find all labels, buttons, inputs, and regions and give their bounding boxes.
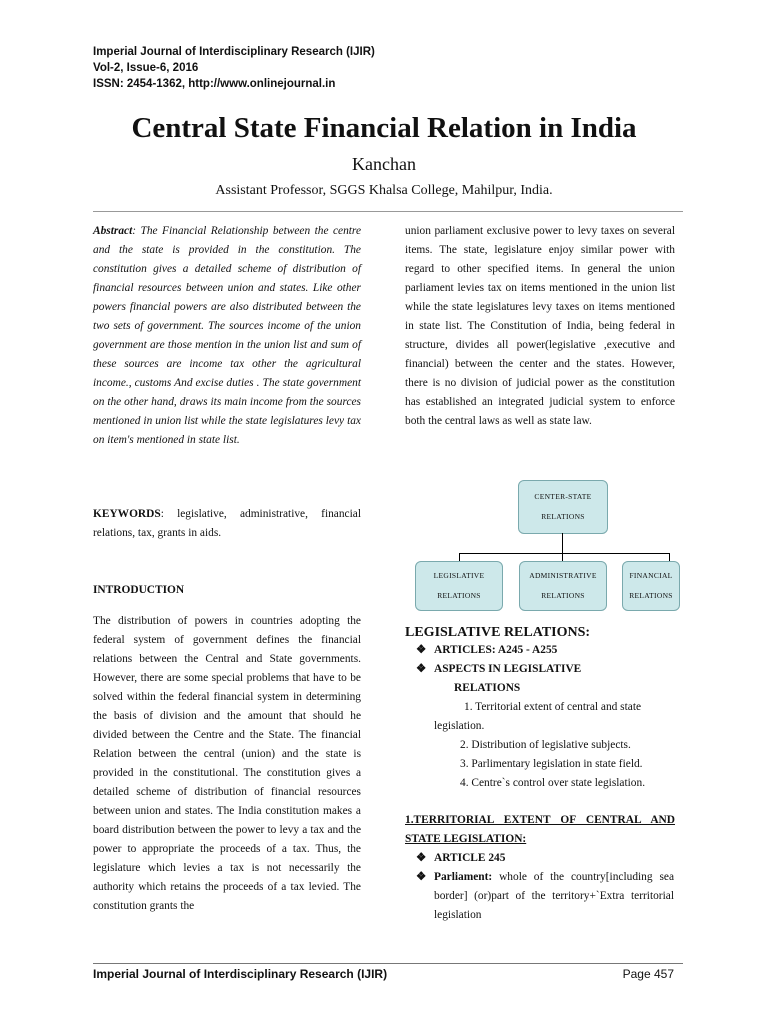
diagram-root-line2: RELATIONS	[541, 512, 585, 521]
diagram-connector-middle	[562, 553, 563, 561]
diagram-connector-right	[669, 553, 670, 561]
right-column-paragraph: union parliament exclusive power to levy taxes on several items. The state, legislature enjoy similar power with regard to other specified items. In general the union parliament levies tax on items mentioned in the union list while the state legislatures levy taxes on items mentioned in state list. The Constitution of India, being federal in structure, divides all power(legislative ,executive and financial) between the center and the states. However, there is no division of judicial power as the constitution has established an integrated judicial system to enforce both the central laws as well as state law.	[405, 225, 675, 427]
abstract	[93, 222, 361, 450]
bullet-aspects	[416, 660, 581, 679]
relations-diagram	[412, 478, 680, 613]
parliament-text	[434, 868, 674, 925]
author-affiliation: Assistant Professor, SGGS Khalsa College, Mahilpur, India.	[215, 183, 553, 198]
diagram-root-line1: CENTER-STATE	[534, 492, 592, 501]
journal-issn: ISSN: 2454-1362, http://www.onlinejournal.in	[93, 78, 336, 90]
aspect-item-1b: legislation.	[434, 720, 485, 732]
bullet-article-245	[416, 849, 505, 868]
keywords-text: : legislative, administrative, financial relations, tax, grants in aids.	[93, 508, 361, 539]
journal-header	[93, 44, 375, 92]
diagram-child-administrative-line1: ADMINISTRATIVE	[529, 571, 597, 580]
articles-text: ARTICLES: A245 - A255	[434, 644, 558, 656]
diagram-connector-horizontal	[459, 553, 669, 554]
footer-divider	[93, 963, 683, 964]
aspects-text-line1: ASPECTS IN LEGISLATIVE	[434, 663, 582, 675]
diagram-child-legislative	[415, 561, 503, 611]
page-number: Page 457	[622, 967, 674, 981]
aspect-item-2: 2. Distribution of legislative subjects.	[460, 739, 631, 751]
diagram-connector-left	[459, 553, 460, 561]
diagram-child-legislative-line1: LEGISLATIVE	[433, 571, 485, 580]
diamond-bullet-icon: ❖	[416, 871, 427, 883]
diagram-child-financial	[622, 561, 680, 611]
aspect-item-3: 3. Parlimentary legislation in state field.	[460, 758, 643, 770]
diagram-child-administrative-line2: RELATIONS	[541, 591, 585, 600]
introduction-text	[93, 612, 361, 916]
footer-journal: Imperial Journal of Interdisciplinary Research (IJIR)	[93, 967, 388, 981]
parliament-label: Parliament:	[434, 871, 493, 883]
aspect-item-4: 4. Centre`s control over state legislation.	[460, 777, 646, 789]
diamond-bullet-icon: ❖	[416, 663, 427, 675]
bullet-articles	[416, 641, 557, 660]
abstract-label: Abstract	[93, 225, 133, 237]
diagram-root-box	[518, 480, 608, 534]
diamond-bullet-icon: ❖	[416, 852, 427, 864]
paper-title: Central State Financial Relation in India	[131, 112, 637, 144]
introduction-paragraph: The distribution of powers in countries adopting the federal system of government defines the financial relations between the Central and State governments. However, there are some special problems that have to be solved within the federal financial system in determining the basis of division and the amount that should he divided between the Centre and the State. The financial Relation between the central (union) and the state is provided in the constitutional. The constitution gives a detailed scheme of distribution of financial resources between union and states. The India constitution makes a board distribution between the power to levy a tax and the power to appropriate the proceeds of a tax. Thus, the legislature which levies a tax is not necessarily the authority which retains the proceeds of a tax levied. The constitution grants the	[93, 615, 361, 912]
journal-volume: Vol-2, Issue-6, 2016	[93, 62, 199, 74]
parliament-desc: whole of the country[including sea border] (or)part of the territory+`Extra territorial legislation	[434, 871, 674, 921]
right-column-text	[405, 222, 675, 431]
keywords-label: KEYWORDS	[93, 508, 161, 520]
aspect-item-1a: 1. Territorial extent of central and state	[464, 701, 642, 713]
article-245-text: ARTICLE 245	[434, 852, 506, 864]
aspects-text-line2: RELATIONS	[454, 682, 521, 694]
diamond-bullet-icon: ❖	[416, 644, 427, 656]
title-divider	[93, 211, 683, 212]
diagram-child-legislative-line2: RELATIONS	[437, 591, 481, 600]
legislative-heading: LEGISLATIVE RELATIONS:	[405, 625, 591, 640]
diagram-child-financial-line1: FINANCIAL	[629, 571, 673, 580]
diagram-connector-vertical	[562, 533, 563, 553]
abstract-text: : The Financial Relationship between the centre and the state is provided in the constitution. The constitution gives a detailed scheme of distribution of financial resources between union and states. Like other powers financial powers are also distributed between the two sets of government. The sources income of the union government are those mention in the union list and sum of these sources are income tax other the agricultural income., customs And excise duties . The state government on the other hand, draws its main income from the sources mentioned in union list while the state legislatures levy tax on item's mentioned in state list.	[93, 225, 361, 446]
journal-name: Imperial Journal of Interdisciplinary Research (IJIR)	[93, 46, 375, 58]
introduction-heading: INTRODUCTION	[93, 584, 185, 596]
diagram-child-administrative	[519, 561, 607, 611]
author-name: Kanchan	[352, 154, 416, 174]
section1-heading: 1.TERRITORIAL EXTENT OF CENTRAL AND STATE LEGISLATION:	[405, 814, 675, 845]
diagram-child-financial-line2: RELATIONS	[629, 591, 673, 600]
keywords	[93, 505, 361, 543]
bullet-parliament	[416, 868, 434, 887]
